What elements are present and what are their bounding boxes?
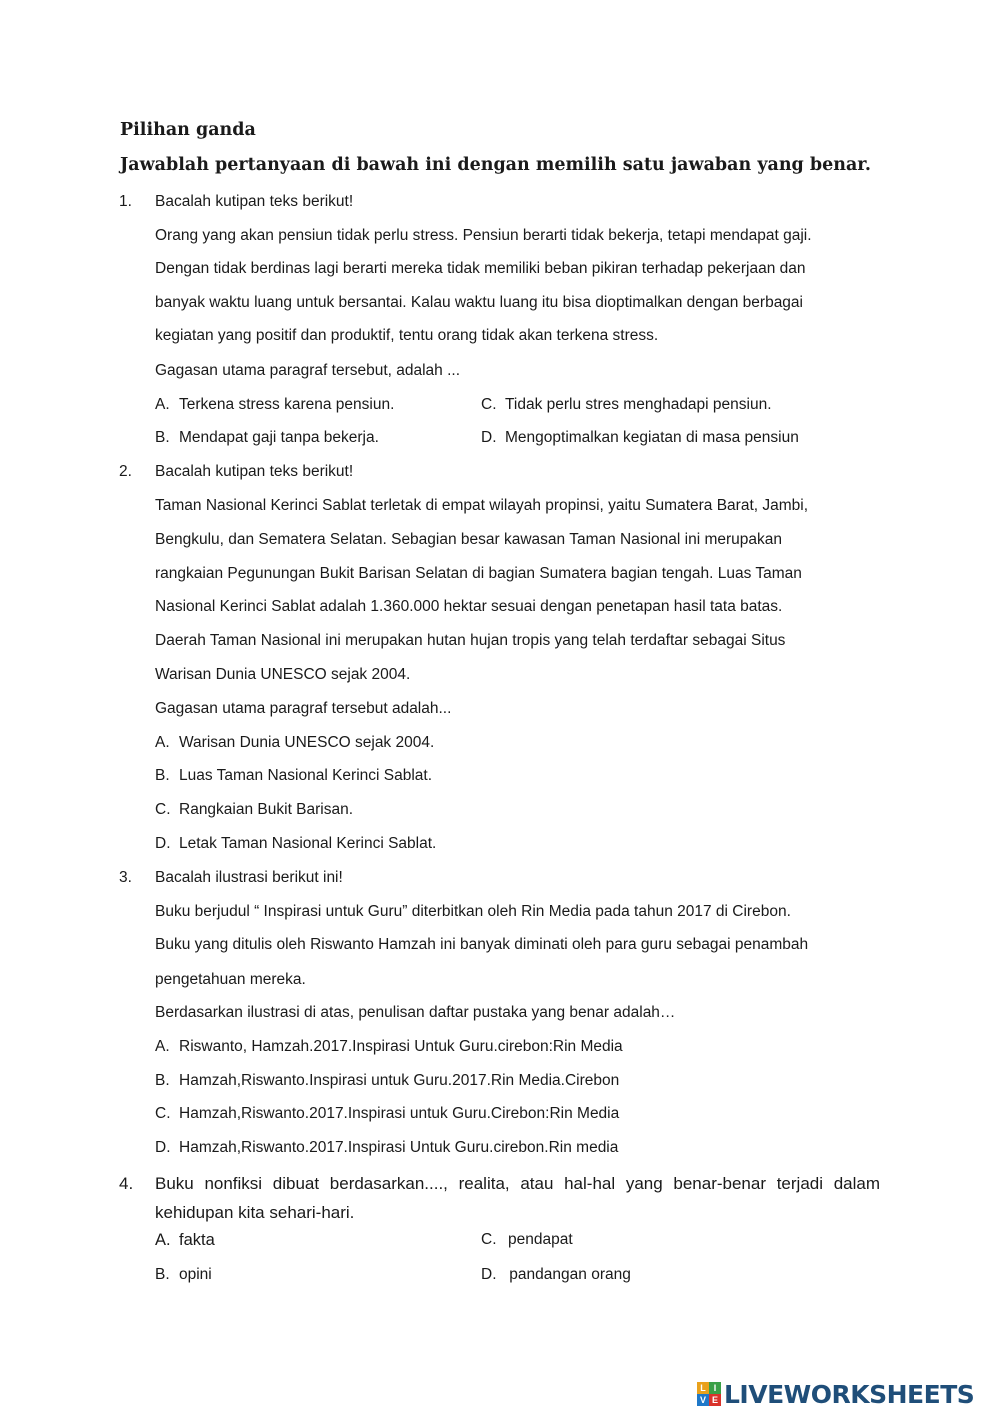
- question-prompt: Bacalah kutipan teks berikut!: [155, 463, 354, 480]
- passage-line: kegiatan yang positif dan produktif, tentu orang tidak akan terkena stress.: [155, 327, 659, 344]
- option-a[interactable]: [155, 395, 394, 415]
- option-text: pendapat: [508, 1231, 573, 1248]
- option-letter: B.: [155, 767, 170, 784]
- question-text: Buku nonfiksi dibuat berdasarkan...., realita, atau hal-hal yang benar-benar terjadi dalam kehidupan kita sehari-hari.: [155, 1174, 880, 1222]
- question-text: Gagasan utama paragraf tersebut adalah...: [155, 700, 452, 717]
- passage-line: pengetahuan mereka.: [155, 971, 306, 988]
- question-text: Gagasan utama paragraf tersebut, adalah ...: [155, 362, 461, 379]
- question-number: 3.: [119, 869, 132, 886]
- passage-line: Daerah Taman Nasional ini merupakan hutan hujan tropis yang telah terdaftar sebagai Situs: [155, 632, 786, 649]
- option-c[interactable]: [481, 395, 772, 415]
- option-b[interactable]: [155, 428, 379, 448]
- option-letter: D.: [481, 1266, 497, 1283]
- option-text: pandangan orang: [505, 1266, 631, 1283]
- option-letter: C.: [155, 1105, 171, 1122]
- logo-mark-letter: L: [697, 1382, 709, 1394]
- instruction: Jawablah pertanyaan di bawah ini dengan memilih satu jawaban yang benar.: [120, 155, 872, 175]
- option-text: fakta: [179, 1231, 215, 1249]
- option-text: Hamzah,Riswanto.2017.Inspirasi untuk Guru.Cirebon:Rin Media: [179, 1105, 620, 1122]
- passage-line: Warisan Dunia UNESCO sejak 2004.: [155, 666, 411, 683]
- option-text: Mengoptimalkan kegiatan di masa pensiun: [505, 429, 799, 446]
- liveworksheets-logo[interactable]: [697, 1378, 974, 1410]
- option-d[interactable]: [481, 1265, 631, 1285]
- option-text: Rangkaian Bukit Barisan.: [179, 801, 354, 818]
- option-text: Hamzah,Riswanto.2017.Inspirasi Untuk Guru.cirebon.Rin media: [179, 1139, 619, 1156]
- option-b[interactable]: [155, 1071, 619, 1091]
- option-c[interactable]: [481, 1230, 573, 1250]
- option-letter: C.: [155, 801, 171, 818]
- logo-mark-letter: E: [709, 1394, 721, 1406]
- question-prompt: Bacalah kutipan teks berikut!: [155, 193, 354, 210]
- passage-line: Bengkulu, dan Sematera Selatan. Sebagian besar kawasan Taman Nasional ini merupakan: [155, 531, 783, 548]
- passage-line: Taman Nasional Kerinci Sablat terletak di empat wilayah propinsi, yaitu Sumatera Barat, Jambi,: [155, 497, 809, 514]
- passage-line: Buku yang ditulis oleh Riswanto Hamzah ini banyak diminati oleh para guru sebagai penambah: [155, 936, 809, 953]
- option-text: Mendapat gaji tanpa bekerja.: [179, 429, 379, 446]
- option-b[interactable]: [155, 1265, 212, 1285]
- logo-mark-letter: I: [709, 1382, 721, 1394]
- option-d[interactable]: [155, 1138, 618, 1158]
- question-text: Berdasarkan ilustrasi di atas, penulisan daftar pustaka yang benar adalah…: [155, 1004, 676, 1021]
- passage-line: rangkaian Pegunungan Bukit Barisan Selatan di bagian Sumatera bagian tengah. Luas Taman: [155, 565, 802, 582]
- passage-line: banyak waktu luang untuk bersantai. Kalau waktu luang itu bisa dioptimalkan dengan berbagai: [155, 294, 803, 311]
- logo-mark-icon: [697, 1382, 721, 1406]
- option-d[interactable]: [155, 834, 436, 854]
- option-letter: A.: [155, 1038, 170, 1055]
- option-letter: A.: [155, 734, 170, 751]
- option-c[interactable]: [155, 800, 353, 820]
- option-letter: C.: [481, 1231, 497, 1248]
- option-b[interactable]: [155, 766, 432, 786]
- section-title: Pilihan ganda: [120, 120, 256, 140]
- passage-line: Nasional Kerinci Sablat adalah 1.360.000 hektar sesuai dengan penetapan hasil tata batas.: [155, 598, 783, 615]
- option-a[interactable]: [155, 733, 434, 753]
- option-text: Hamzah,Riswanto.Inspirasi untuk Guru.2017.Rin Media.Cirebon: [179, 1072, 620, 1089]
- option-c[interactable]: [155, 1104, 619, 1124]
- passage-line: Dengan tidak berdinas lagi berarti mereka tidak memiliki beban pikiran terhadap pekerjaan dan: [155, 260, 806, 277]
- logo-text: LIVEWORKSHEETS: [724, 1379, 975, 1409]
- option-letter: B.: [155, 429, 170, 446]
- option-text: Terkena stress karena pensiun.: [179, 396, 395, 413]
- option-letter: C.: [481, 396, 497, 413]
- question-number: 4.: [119, 1174, 134, 1193]
- option-a[interactable]: [155, 1037, 623, 1057]
- option-d[interactable]: [481, 428, 799, 448]
- option-letter: D.: [155, 835, 171, 852]
- option-letter: B.: [155, 1072, 170, 1089]
- option-a[interactable]: [155, 1230, 215, 1250]
- option-text: Luas Taman Nasional Kerinci Sablat.: [179, 767, 433, 784]
- option-letter: D.: [481, 429, 497, 446]
- option-text: Warisan Dunia UNESCO sejak 2004.: [179, 734, 435, 751]
- question-number: 1.: [119, 193, 132, 210]
- option-letter: A.: [155, 396, 170, 413]
- option-letter: B.: [155, 1266, 170, 1283]
- passage-line: Buku berjudul “ Inspirasi untuk Guru” diterbitkan oleh Rin Media pada tahun 2017 di Cirebon.: [155, 903, 791, 920]
- logo-mark-letter: V: [697, 1394, 709, 1406]
- option-letter: D.: [155, 1139, 171, 1156]
- option-letter: A.: [155, 1231, 171, 1249]
- option-text: Letak Taman Nasional Kerinci Sablat.: [179, 835, 437, 852]
- passage-line: Orang yang akan pensiun tidak perlu stress. Pensiun berarti tidak bekerja, tetapi mendapat gaji.: [155, 227, 812, 244]
- option-text: Riswanto, Hamzah.2017.Inspirasi Untuk Guru.cirebon:Rin Media: [179, 1038, 623, 1055]
- option-text: Tidak perlu stres menghadapi pensiun.: [505, 396, 772, 413]
- option-text: opini: [179, 1266, 212, 1283]
- question-prompt: Bacalah ilustrasi berikut ini!: [155, 869, 343, 886]
- question-number: 2.: [119, 463, 132, 480]
